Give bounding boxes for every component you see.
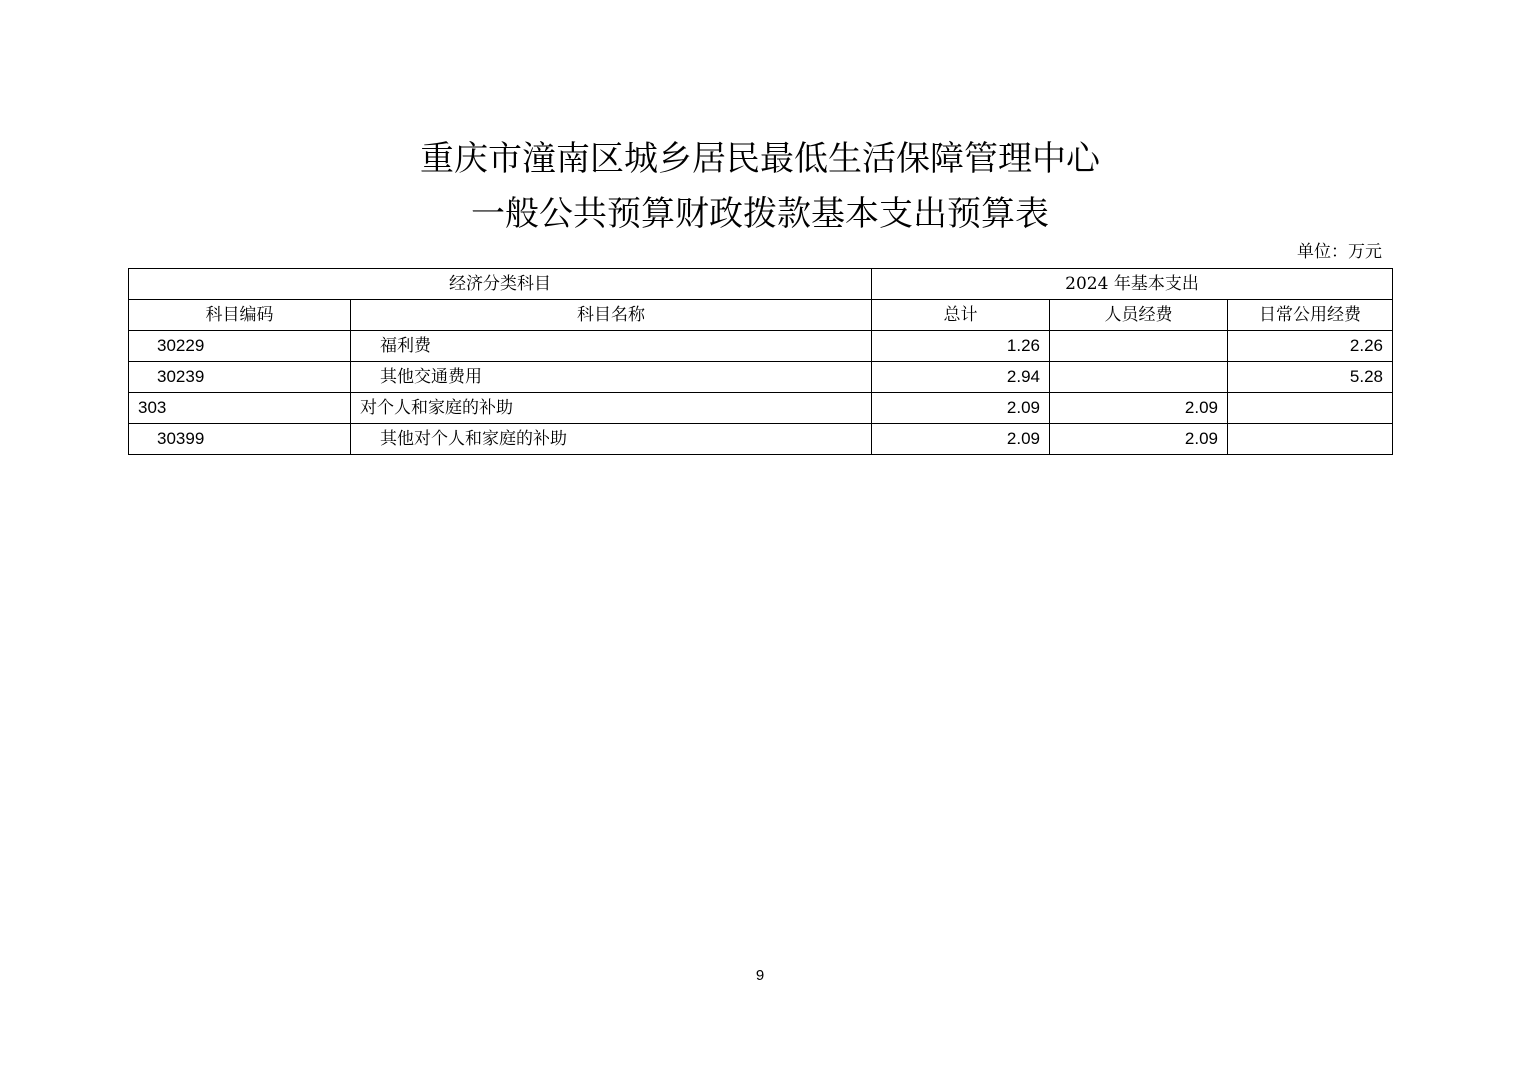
row-personnel: 2.09 [1050,424,1228,455]
row-name: 其他对个人和家庭的补助 [351,424,872,455]
row-code: 303 [129,393,351,424]
row-code: 30399 [129,424,351,455]
row-code: 30229 [129,331,351,362]
row-total: 2.09 [872,424,1050,455]
table-row [129,362,1393,393]
page-number: 9 [755,967,765,984]
row-public: 2.26 [1228,331,1393,362]
document-title-line2: 一般公共预算财政拨款基本支出预算表 [471,194,1049,234]
unit-label: 单位：万元 [1297,242,1382,262]
header-code: 科目编码 [129,300,351,331]
row-total: 2.09 [872,393,1050,424]
header-public: 日常公用经费 [1228,300,1393,331]
row-public: 5.28 [1228,362,1393,393]
row-public [1228,393,1393,424]
row-personnel [1050,331,1228,362]
row-name: 对个人和家庭的补助 [351,393,872,424]
row-name: 福利费 [351,331,872,362]
row-name: 其他交通费用 [351,362,872,393]
row-code: 30239 [129,362,351,393]
header-basic-expenditure: 2024 年基本支出 [872,269,1393,300]
row-personnel [1050,362,1228,393]
table-column-header-row [129,300,1393,331]
header-total: 总计 [872,300,1050,331]
table-group-header-row [129,269,1393,300]
header-name: 科目名称 [351,300,872,331]
table-row [129,393,1393,424]
row-total: 1.26 [872,331,1050,362]
row-personnel: 2.09 [1050,393,1228,424]
document-title-line1: 重庆市潼南区城乡居民最低生活保障管理中心 [420,139,1100,179]
header-personnel: 人员经费 [1050,300,1228,331]
header-economic-category: 经济分类科目 [129,269,872,300]
row-total: 2.94 [872,362,1050,393]
row-public [1228,424,1393,455]
table-row [129,331,1393,362]
table-row [129,424,1393,455]
budget-table [128,268,1393,455]
